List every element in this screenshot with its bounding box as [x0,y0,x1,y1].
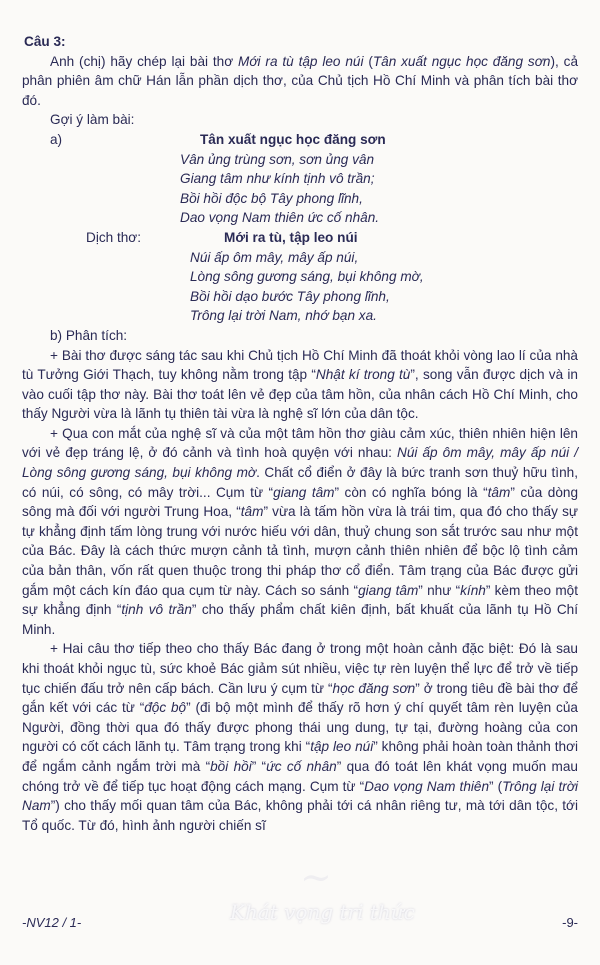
translation-title: Mới ra tù, tập leo núi [224,229,358,245]
poem-original-line: Vân ủng trùng sơn, sơn ủng vân [180,151,375,167]
poem-original-line: Dao vọng Nam thiên ức cố nhân. [180,210,380,226]
footer-book-code: -NV12 / 1- [22,915,82,930]
translation-line: Núi ấp ôm mây, mây ấp núi, [190,249,359,265]
poem-original-title: Tân xuất ngục học đăng sơn [200,131,386,147]
poem-original-line: Giang tâm như kính tịnh vô trần; [180,171,375,187]
analysis-paragraph-3: + Hai câu thơ tiếp theo cho thấy Bác đang ở trong một hoàn cảnh đặc biệt: Đó là sau khi thoát khỏi ngục tù, sức khoẻ Bác giảm sút nhiều, việc tự rèn luyện thể lực để trở về tiếp tục chiến đấu trở nên cấp bách. Cần lưu ý cụm từ “học đăng sơn” ở trong tiêu đề bài thơ để gắn kết với các từ “độc bộ” (đi bộ một mình để thấy rõ hơn ý chí quyết tâm rèn luyện của Người, đồng thời qua đó thấy được phong thái ung dung, tự tại, đường hoàng của con người có cốt cách lãnh tụ. Tâm trạng trong khi “tập leo núi” không phải hoàn toàn thảnh thơi để ngắm cảnh ngắm trời mà “bồi hồi” “ức cố nhân” qua đó toát lên khát vọng muốn mau chóng trở về để tiếp tục hoạt động cách mạng. Cụm từ “Dao vọng Nam thiên” (Trông lại trời Nam”) cho thấy mối quan tâm của Bác, không phải tới cá nhân riêng tư, mà tới dân tộc, tới Tổ quốc. Từ đó, hình ảnh người chiến sĩ [22,641,579,833]
part-b-label: b) Phân tích: [50,327,128,343]
guide-label: Gợi ý làm bài: [50,112,135,128]
translation-line: Lòng sông gương sáng, bụi không mờ, [190,269,424,285]
translation-line: Trông lại trời Nam, nhớ bạn xa. [190,308,377,324]
question-prompt: Anh (chị) hãy chép lại bài thơ Mới ra tù tập leo núi (Tân xuất ngục học đăng sơn), cả phân phiên âm chữ Hán lẫn phần dịch thơ, của Chủ tịch Hồ Chí Minh và phân tích bài thơ đó. [22,53,579,108]
poem-original-line: Bồi hồi độc bộ Tây phong lĩnh, [180,190,363,206]
analysis-paragraph-2: + Qua con mắt của nghệ sĩ và của một tâm hồn thơ giàu cảm xúc, thiên nhiên hiện lên với vẻ đẹp tráng lệ, ở đó cảnh và tình hoà quyện với nhau: Núi ấp ôm mây, mây ấp núi / Lòng sông gương sáng, bụi không mờ. Chất cổ điển ở đây là bức tranh sơn thuỷ hữu tình, có núi, có sông, có mây trời... Cụm từ “giang tâm” còn có nghĩa bóng là “tâm” của dòng sông mà đối với người Trung Hoa, “tâm” vừa là tấm hồn vừa là trái tim, qua đó cho thấy sự tự khẳng định tấm lòng trung với nước hiếu với dân, thuỷ chung son sắt trước sau như một của Bác. Đây là cách thức mượn cảnh tả tình, mượn cảnh thiên nhiên để bộc lộ tình cảm của bản thân, vốn rất quen thuộc trong thi pháp thơ cổ điển. Tâm trạng của Bác được gửi gắm một cách kín đáo qua cụm từ này. Cách so sánh “giang tâm” như “kính” kèm theo một sự khẳng định “tịnh vô trần” cho thấy phẩm chất kiên định, bất khuất của lãnh tụ Hồ Chí Minh. [22,425,579,637]
part-a-label: a) [50,131,63,147]
page-number: -9- [562,915,578,930]
question-heading: Câu 3: [24,34,66,49]
translation-row [86,228,578,248]
watermark-text: Khát vọng tri thức [230,900,415,924]
translation-label: Dịch thơ: [86,229,141,245]
part-a-row [50,130,578,150]
watermark-shadow: ~ [300,855,334,899]
translation-line: Bồi hồi dạo bước Tây phong lĩnh, [190,288,390,304]
document-page [22,32,578,835]
analysis-paragraph-1: + Bài thơ được sáng tác sau khi Chủ tịch Hồ Chí Minh đã thoát khỏi vòng lao lí của nhà tù Tưởng Giới Thạch, tuy không nằm trong tập “Nhật kí trong tù”, song vẫn được dịch và in vào cuối tập thơ này. Bài thơ toát lên vẻ đẹp của tâm hồn, của nhân cách Hồ Chí Minh, cho thấy Người vừa là lãnh tụ thiên tài vừa là nghệ sĩ lớn của dân tộc. [22,347,578,422]
page-footer [22,915,578,930]
